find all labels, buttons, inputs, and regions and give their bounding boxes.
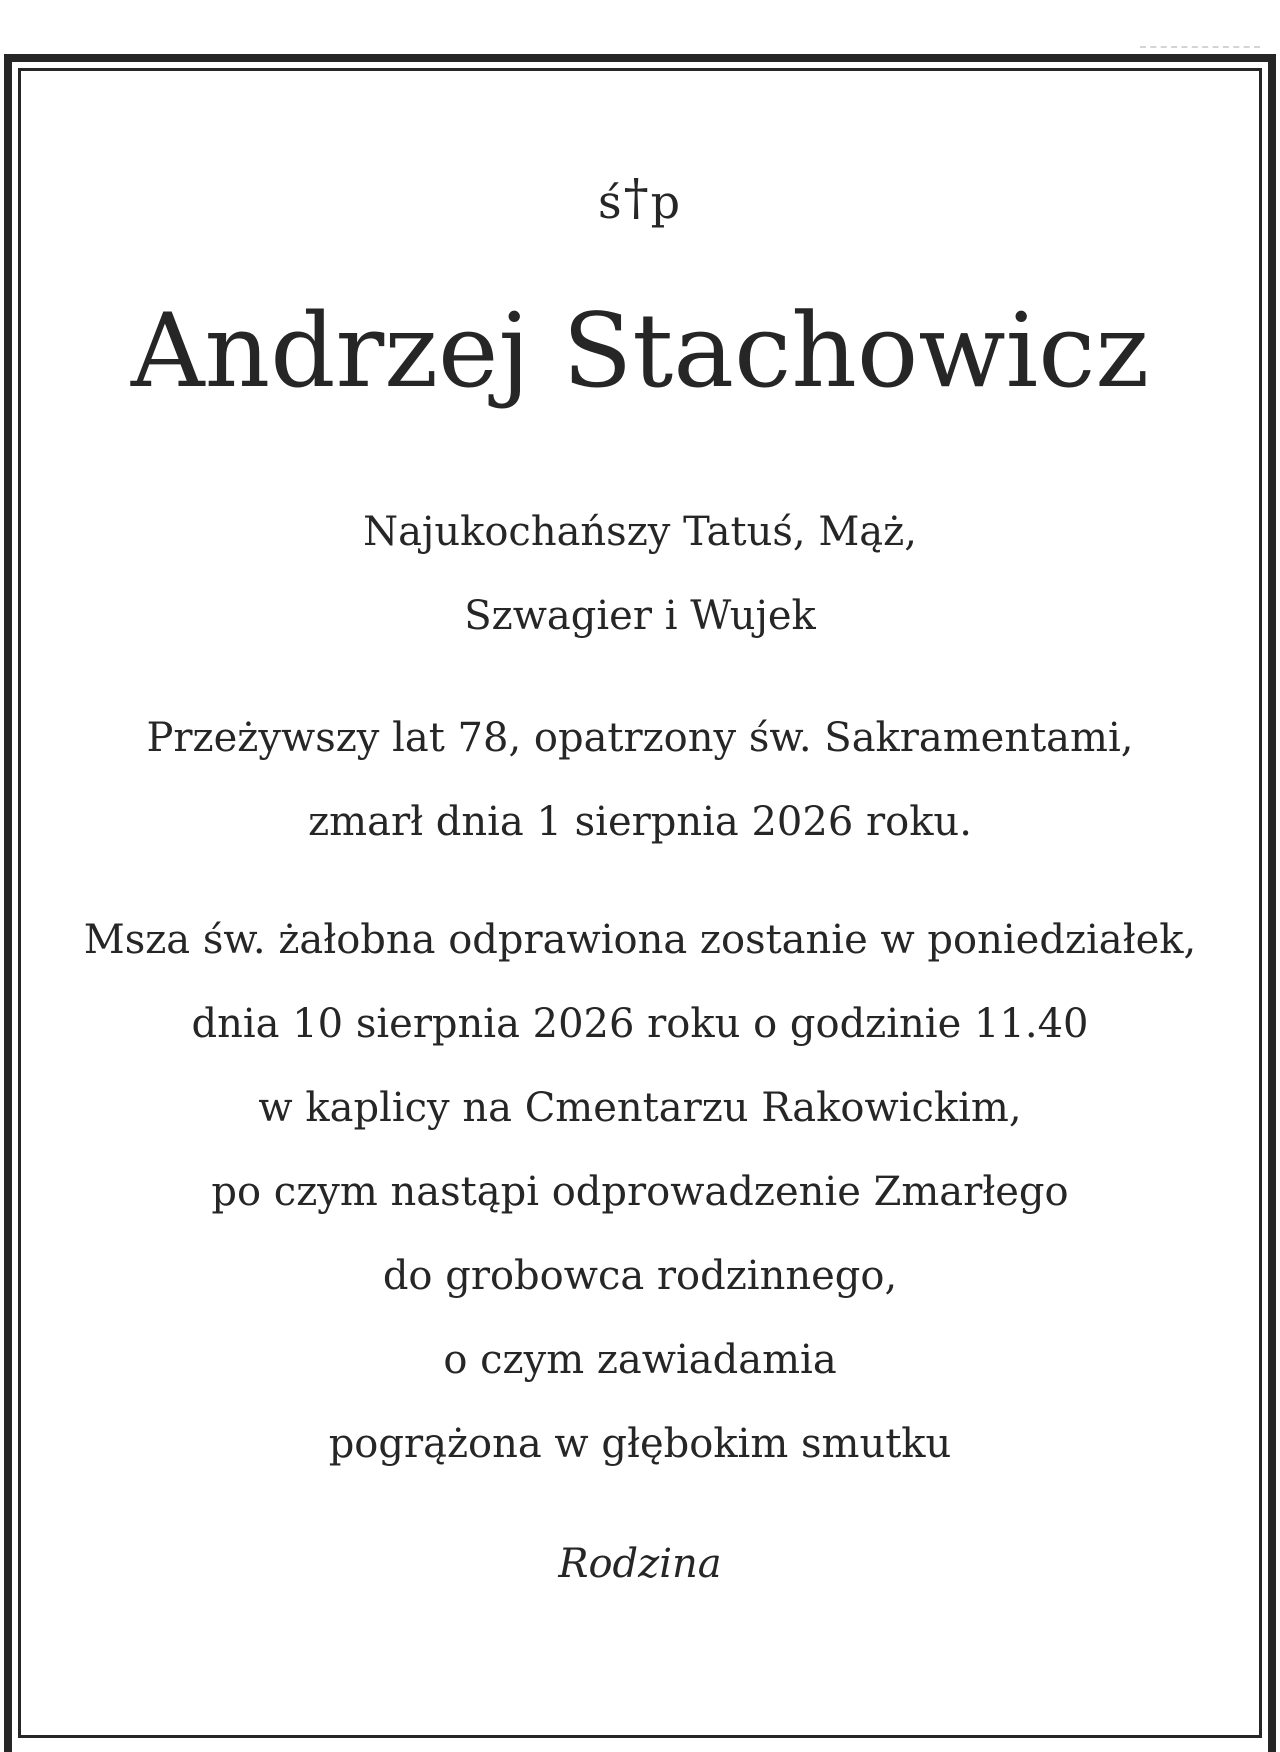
relations-line-1: Najukochańszy Tatuś, Mąż,	[363, 509, 917, 555]
funeral-line-5: do grobowca rodzinnego,	[382, 1253, 898, 1299]
cross-icon: †	[623, 168, 651, 226]
corner-mark	[1140, 46, 1260, 48]
stp-letter-s: ś	[597, 175, 624, 229]
funeral-line-6: o czym zawiadamia	[443, 1337, 837, 1383]
funeral-line-1: Msza św. żałobna odprawiona zostanie w poniedziałek,	[83, 917, 1197, 963]
funeral-line-4: po czym nastąpi odprowadzenie Zmarłego	[211, 1169, 1069, 1215]
stp-marker	[18, 168, 1262, 229]
stp-letter-p: p	[650, 175, 683, 229]
funeral-line-3: w kaplicy na Cmentarzu Rakowickim,	[258, 1085, 1022, 1131]
relations-line-2: Szwagier i Wujek	[464, 593, 816, 639]
death-line-2: zmarł dnia 1 sierpnia 2026 roku.	[308, 799, 972, 845]
funeral-line-2: dnia 10 sierpnia 2026 roku o godzinie 11.40	[191, 1001, 1089, 1047]
funeral-line-7: pogrążona w głębokim smutku	[328, 1421, 952, 1467]
deceased-name: Andrzej Stachowicz	[130, 292, 1150, 411]
death-line-1: Przeżywszy lat 78, opatrzony św. Sakramentami,	[146, 715, 1134, 761]
signature-family: Rodzina	[558, 1541, 722, 1587]
